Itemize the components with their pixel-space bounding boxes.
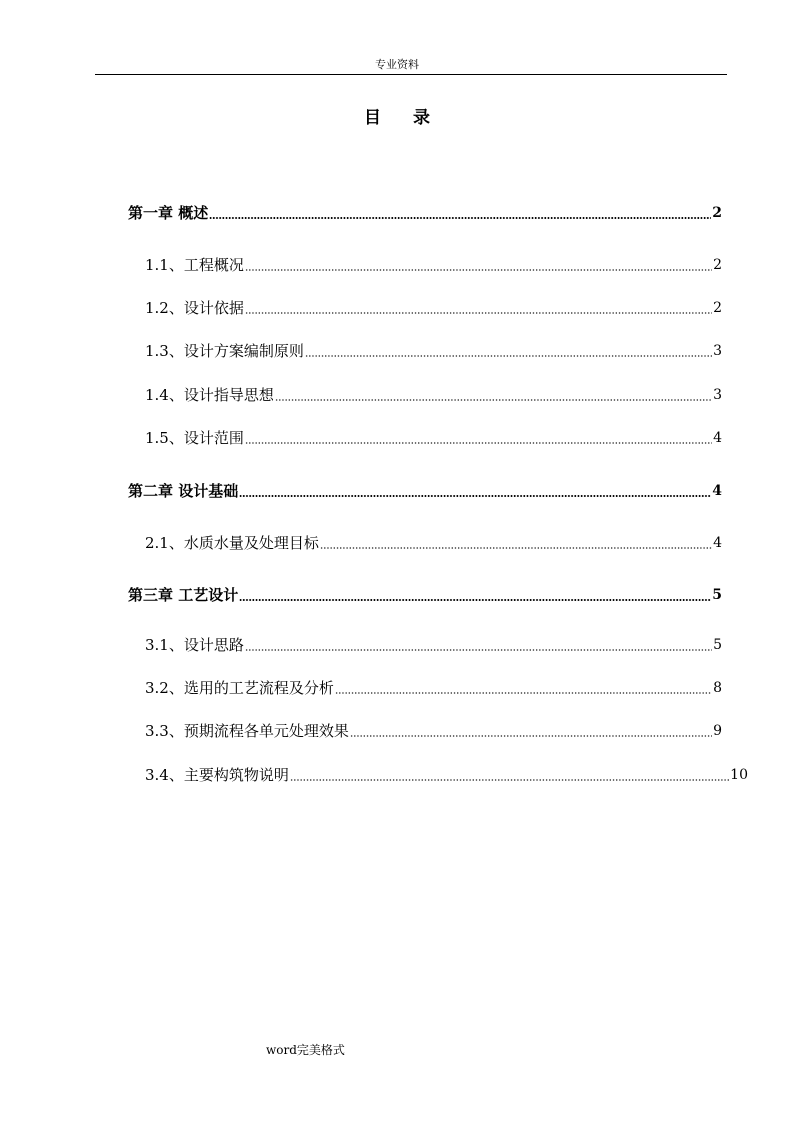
toc-entry-chapter-2[interactable] bbox=[128, 480, 722, 502]
dot-leader bbox=[275, 399, 712, 401]
dot-leader bbox=[290, 779, 729, 781]
toc-entry-chapter-3[interactable] bbox=[128, 584, 722, 606]
toc-entry-label: 1.1、工程概况 bbox=[145, 256, 244, 274]
toc-entry-label: 第三章 工艺设计 bbox=[128, 586, 239, 604]
toc-entry-label: 3.3、预期流程各单元处理效果 bbox=[145, 722, 349, 740]
dot-leader bbox=[245, 312, 712, 314]
dot-leader bbox=[245, 269, 712, 271]
toc-entry-page: 8 bbox=[713, 680, 722, 696]
dot-leader bbox=[350, 735, 712, 737]
toc-entry-page: 2 bbox=[712, 205, 722, 221]
toc-entry-2-1[interactable] bbox=[145, 532, 722, 554]
toc-entry-1-5[interactable] bbox=[145, 427, 722, 449]
toc-entry-label: 第二章 设计基础 bbox=[128, 482, 239, 500]
toc-entry-page: 3 bbox=[713, 387, 722, 403]
toc-entry-chapter-1[interactable] bbox=[128, 202, 722, 224]
toc-entry-page: 4 bbox=[712, 483, 722, 499]
toc-entry-page: 2 bbox=[713, 300, 722, 316]
toc-title: 目录 bbox=[364, 108, 462, 128]
toc-entry-1-2[interactable] bbox=[145, 297, 722, 319]
toc-entry-1-4[interactable] bbox=[145, 384, 722, 406]
dot-leader bbox=[245, 442, 712, 444]
toc-entry-3-3[interactable] bbox=[145, 720, 722, 742]
toc-entry-label: 1.3、设计方案编制原则 bbox=[145, 342, 304, 360]
toc-entry-label: 1.2、设计依据 bbox=[145, 299, 244, 317]
toc-entry-label: 3.1、设计思路 bbox=[145, 636, 244, 654]
dot-leader bbox=[335, 692, 712, 694]
header-rule bbox=[95, 74, 727, 75]
toc-entry-page: 10 bbox=[730, 767, 748, 783]
dot-leader bbox=[239, 495, 711, 497]
toc-entry-1-1[interactable] bbox=[145, 254, 722, 276]
dot-leader bbox=[209, 217, 711, 219]
toc-entry-3-4[interactable] bbox=[145, 764, 748, 786]
toc-entry-label: 1.4、设计指导思想 bbox=[145, 386, 274, 404]
dot-leader bbox=[305, 355, 712, 357]
toc-entry-label: 1.5、设计范围 bbox=[145, 429, 244, 447]
toc-entry-1-3[interactable] bbox=[145, 340, 722, 362]
toc-entry-3-1[interactable] bbox=[145, 634, 722, 656]
dot-leader bbox=[245, 649, 712, 651]
page-header: 专业资料 bbox=[375, 58, 419, 71]
toc-entry-label: 3.4、主要构筑物说明 bbox=[145, 766, 289, 784]
dot-leader bbox=[320, 547, 712, 549]
toc-entry-label: 3.2、选用的工艺流程及分析 bbox=[145, 679, 334, 697]
toc-entry-label: 2.1、水质水量及处理目标 bbox=[145, 534, 319, 552]
toc-entry-page: 5 bbox=[712, 587, 722, 603]
page-footer: word完美格式 bbox=[266, 1043, 345, 1057]
dot-leader bbox=[239, 599, 711, 601]
toc-entry-label: 第一章 概述 bbox=[128, 204, 209, 222]
toc-entry-page: 2 bbox=[713, 257, 722, 273]
toc-entry-page: 9 bbox=[713, 723, 722, 739]
toc-entry-page: 5 bbox=[713, 637, 722, 653]
toc-entry-page: 4 bbox=[713, 535, 722, 551]
toc-entry-page: 3 bbox=[713, 343, 722, 359]
toc-entry-3-2[interactable] bbox=[145, 677, 722, 699]
toc-entry-page: 4 bbox=[713, 430, 722, 446]
